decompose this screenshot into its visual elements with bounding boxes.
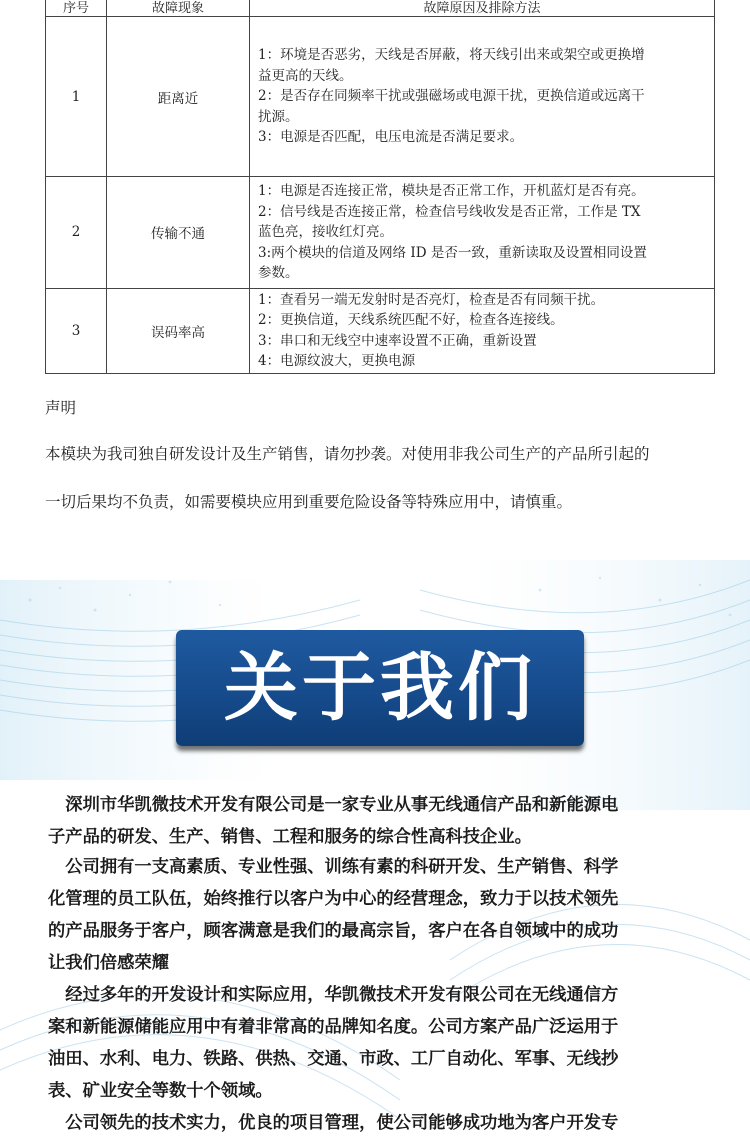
paragraph-line: 深圳市华凯微技术开发有限公司是一家专业从事无线通信产品和新能源电 [48, 795, 619, 815]
table-header-row [46, 0, 715, 17]
paragraph-line: 经过多年的开发设计和实际应用，华凯微技术开发有限公司在无线通信方 [48, 985, 619, 1005]
about-paragraph [48, 1107, 708, 1139]
about-paragraph [48, 851, 708, 979]
row-symptom: 传输不通 [107, 177, 250, 289]
about-paragraph [48, 979, 708, 1107]
solution-line: 3：电源是否匹配，电压电流是否满足要求。 [258, 129, 524, 146]
paragraph-line: 公司拥有一支高素质、专业性强、训练有素的科研开发、生产销售、科学 [48, 857, 619, 877]
solution-line: 扰源。 [258, 108, 299, 125]
header-solution: 故障原因及排除方法 [250, 0, 715, 17]
declaration-heading: 声明 [45, 399, 77, 417]
table-row [46, 17, 715, 177]
paragraph-line: 公司领先的技术实力，优良的项目管理，使公司能够成功地为客户开发专 [48, 1113, 619, 1133]
about-paragraph [48, 789, 708, 853]
paragraph-line: 子产品的研发、生产、销售、工程和服务的综合性高科技企业。 [48, 827, 532, 847]
row-symptom: 误码率高 [107, 288, 250, 373]
solution-line: 2：是否存在同频率干扰或强磁场或电源干扰，更换信道或远离干 [258, 88, 645, 105]
row-symptom: 距离近 [107, 17, 250, 177]
solution-line: 2：信号线是否连接正常，检查信号线收发是否正常，工作是 TX [258, 203, 641, 220]
declaration-line: 本模块为我司独自研发设计及生产销售，请勿抄袭。对使用非我公司生产的产品所引起的 [45, 445, 650, 463]
paragraph-line: 油田、水利、电力、铁路、供热、交通、市政、工厂自动化、军事、无线抄 [48, 1049, 619, 1069]
solution-line: 1：电源是否连接正常，模块是否正常工作，开机蓝灯是否有亮。 [258, 183, 645, 199]
row-solution [250, 17, 715, 177]
solution-line: 4：电源纹波大，更换电源 [258, 353, 416, 369]
row-number: 1 [46, 17, 107, 177]
fault-table [45, 0, 715, 374]
row-number: 2 [46, 177, 107, 289]
declaration-line: 一切后果均不负责，如需要模块应用到重要危险设备等特殊应用中，请慎重。 [45, 493, 573, 511]
table-row [46, 288, 715, 373]
solution-line: 3:两个模块的信道及网络 ID 是否一致，重新读取及设置相同设置 [258, 244, 647, 261]
solution-line: 益更高的天线。 [258, 67, 353, 84]
solution-line: 1：环境是否恶劣，天线是否屏蔽，将天线引出来或架空或更换增 [258, 47, 645, 64]
solution-line: 3：串口和无线空中速率设置不正确，重新设置 [258, 332, 537, 349]
table-row [46, 177, 715, 289]
header-symptom: 故障现象 [107, 0, 250, 17]
row-solution [250, 288, 715, 373]
solution-line: 2：更换信道，天线系统匹配不好，检查各连接线。 [258, 312, 564, 328]
solution-line: 蓝色亮，接收红灯亮。 [258, 224, 393, 240]
paragraph-line: 化管理的员工队伍，始终推行以客户为中心的经营理念，致力于以技术领先 [48, 889, 619, 909]
solution-line: 参数。 [258, 265, 299, 281]
header-number: 序号 [46, 0, 107, 17]
paragraph-line: 的产品服务于客户，顾客满意是我们的最高宗旨，客户在各自领域中的成功 [48, 921, 619, 941]
row-number: 3 [46, 288, 107, 373]
paragraph-line: 案和新能源储能应用中有着非常高的品牌知名度。公司方案产品广泛运用于 [48, 1017, 619, 1037]
solution-line: 1：查看另一端无发射时是否亮灯，检查是否有同频干扰。 [258, 291, 605, 308]
paragraph-line: 表、矿业安全等数十个领域。 [48, 1081, 273, 1101]
paragraph-line: 让我们倍感荣耀 [48, 953, 169, 973]
row-solution [250, 177, 715, 289]
about-title: 关于我们 [224, 645, 536, 731]
